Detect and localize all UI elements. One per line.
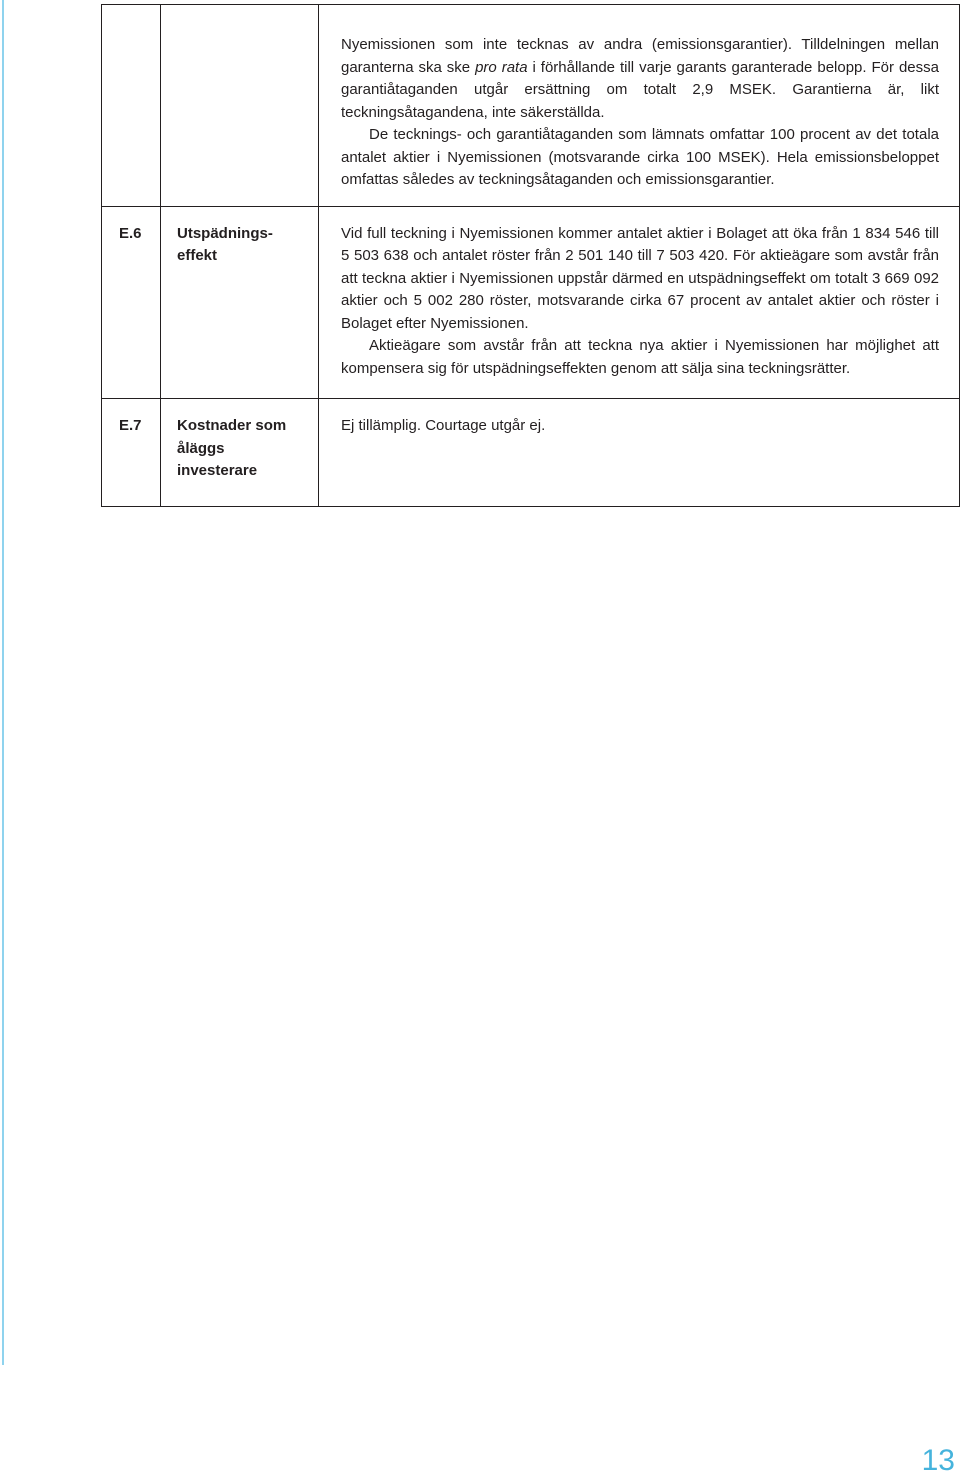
page-number: 13 [921,1444,955,1477]
row-code: E.6 [102,206,161,399]
summary-table [101,4,960,507]
table-row [102,5,960,207]
paragraph-costs: Ej tillämplig. Courtage utgår ej. [341,417,546,434]
row-code: E.7 [102,399,161,507]
table-row [102,399,960,507]
row-heading [161,5,319,207]
row-content [319,399,960,507]
row-heading: Utspädnings- effekt [161,206,319,399]
row-code [102,5,161,207]
row-heading: Kostnader som åläggs investerare [161,399,319,507]
row-content [319,5,960,207]
paragraph-commitments: De tecknings- och garantiåtaganden som lämnats omfattar 100 procent av det totala antalet aktier i Nyemissionen (motsvarande cirka 100 MSEK). Hela emissionsbeloppet omfattas således av teckningsåtaganden och emissionsgarantier. [341,126,939,188]
paragraph-dilution: Vid full teckning i Nyemissionen kommer antalet aktier i Bolaget att öka från 1 834 546 till 5 503 638 och antalet röster från 2 501 140 till 7 503 420. För aktieägare som avstår från att teckna aktier i Nyemissionen uppstår därmed en utspädningseffekt om totalt 3 669 092 aktier och 5 002 280 röster, motsvarande cirka 67 procent av antalet aktier och röster i Bolaget efter Nyemissionen. [341,224,939,332]
paragraph-compensation: Aktieägare som avstår från att teckna nya aktier i Nyemissionen har möjlighet att kompensera sig för utspädningseffekten genom att sälja sina teckningsrätter. [341,337,939,377]
italic-term: pro rata [475,58,528,76]
row-content [319,206,960,399]
table-row [102,206,960,399]
page-edge-rule [2,0,4,1365]
paragraph-guarantees: Nyemissionen som inte tecknas av andra (emissionsgarantier). Tilldelningen mellan garanterna ska ske pro rata i förhållande till varje garants garanterade belopp. För dessa garantiåtaganden utgår ersättning om totalt 2,9 MSEK. Garantierna är, likt teckningsåtagandena, inte säkerställda. [341,36,939,121]
